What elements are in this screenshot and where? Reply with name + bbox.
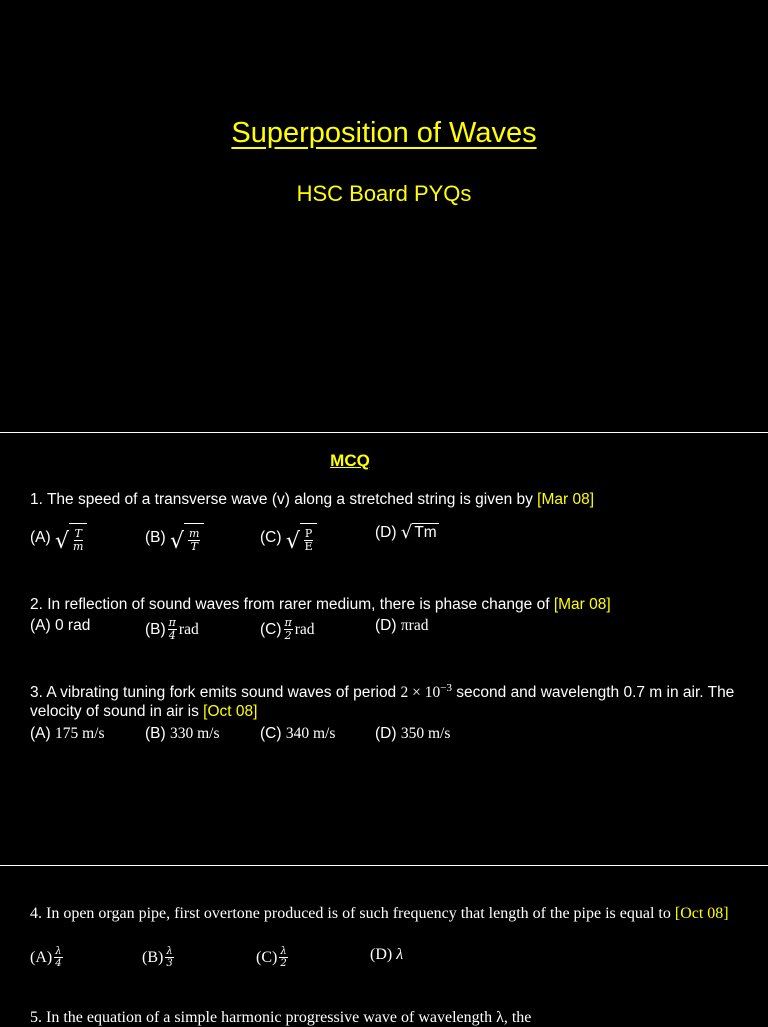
question-tag: [Oct 08] — [203, 703, 258, 721]
question-math: 2 × 10 — [400, 684, 441, 702]
option-b — [145, 617, 199, 642]
question-4-options — [30, 946, 750, 976]
question-1 — [30, 490, 750, 509]
mcq-heading: MCQ — [330, 451, 370, 470]
option-label: (C) — [260, 725, 282, 742]
question-5 — [30, 1008, 750, 1027]
slide-title — [0, 0, 768, 432]
option-value: 0 rad — [54, 617, 91, 634]
question-exponent: −3 — [440, 682, 452, 694]
fraction-numerator: m — [189, 527, 200, 540]
option-unit: rad — [294, 620, 315, 638]
option-label: (C) — [256, 948, 278, 966]
fraction-denominator: m — [73, 540, 84, 553]
fraction-denominator: 2 — [284, 629, 292, 642]
option-a — [30, 946, 65, 969]
fraction-numerator: π — [284, 616, 292, 629]
option-value: 175 m/s — [54, 725, 105, 742]
question-text: 2. In reflection of sound waves from rarer medium, there is phase change of — [30, 596, 554, 613]
fraction-numerator: λ — [55, 946, 62, 957]
question-text-continued: second and wavelength 0.7 m in air. The velocity of sound in air is — [30, 684, 735, 721]
option-value: λ — [396, 946, 404, 963]
option-a — [30, 617, 90, 635]
option-value: 330 m/s — [169, 725, 220, 742]
question-tag: [Oct 08] — [674, 905, 729, 922]
option-label: (C) — [260, 529, 282, 546]
fraction-denominator: 3 — [166, 958, 173, 969]
question-tag: [Mar 08] — [537, 491, 595, 508]
option-c — [260, 617, 315, 642]
option-label: (B) — [142, 948, 164, 966]
option-b — [142, 946, 176, 969]
fraction-denominator: 4 — [55, 958, 62, 969]
page-title: Superposition of Waves — [231, 117, 537, 149]
option-label: (A) — [30, 725, 51, 742]
option-d — [375, 617, 428, 635]
fraction-numerator: T — [74, 527, 82, 540]
question-text: 1. The speed of a transverse wave (v) along a stretched string is given by — [30, 491, 538, 508]
option-label: (B) — [145, 620, 166, 638]
option-d — [375, 523, 439, 542]
sqrt-expression: √ $\frac{P}{E}$ — [286, 523, 317, 553]
option-value: 350 m/s — [400, 725, 451, 742]
option-label: (D) — [375, 725, 397, 742]
fraction-numerator: λ — [280, 946, 287, 957]
option-label: (B) — [145, 529, 166, 546]
option-b — [145, 725, 220, 743]
fraction-denominator: 2 — [280, 958, 287, 969]
option-c — [260, 725, 335, 743]
sqrt-expression: √ Tm — [400, 522, 437, 543]
option-label: (A) — [30, 617, 51, 634]
option-label: (D) — [370, 946, 393, 963]
option-label: (C) — [260, 620, 282, 638]
fraction-numerator: P — [304, 527, 313, 540]
question-2-options — [30, 617, 750, 647]
option-a — [30, 725, 105, 743]
question-2 — [30, 595, 750, 614]
question-text: 3. A vibrating tuning fork emits sound waves of period — [30, 684, 401, 702]
question-4 — [30, 904, 750, 923]
option-label: (A) — [30, 529, 51, 546]
slide-mcq-continued — [0, 866, 768, 1024]
option-value: πrad — [400, 617, 429, 634]
option-c — [256, 946, 290, 969]
option-label: (A) — [30, 948, 53, 966]
question-1-options — [30, 523, 750, 553]
option-label: (B) — [145, 725, 166, 742]
option-c — [260, 523, 317, 553]
option-d — [375, 725, 450, 743]
option-unit: rad — [178, 620, 199, 638]
page-subtitle: HSC Board PYQs — [296, 181, 472, 206]
question-tag: [Mar 08] — [553, 596, 611, 613]
option-label: (D) — [375, 617, 397, 634]
question-3-options — [30, 725, 750, 755]
option-label: (D) — [375, 523, 397, 541]
fraction-numerator: λ — [166, 946, 173, 957]
sqrt-expression: √ $\frac{m}{T}$ — [170, 523, 204, 553]
sqrt-expression: √ $\frac{T}{m}$ — [55, 523, 87, 553]
option-b — [145, 523, 204, 553]
sqrt-body: Tm — [414, 524, 437, 541]
fraction-denominator: E — [304, 540, 313, 553]
fraction-denominator: T — [190, 540, 198, 553]
question-3 — [30, 679, 750, 721]
slide-mcq — [0, 433, 768, 865]
option-value: 340 m/s — [285, 725, 336, 742]
question-text: 5. In the equation of a simple harmonic progressive wave of wavelength λ, the — [30, 1009, 532, 1026]
fraction-denominator: 4 — [168, 629, 176, 642]
option-d — [370, 946, 403, 964]
fraction-numerator: π — [168, 616, 176, 629]
question-text: 4. In open organ pipe, first overtone produced is of such frequency that length of the pipe is equal to — [30, 905, 675, 922]
option-a — [30, 523, 87, 553]
